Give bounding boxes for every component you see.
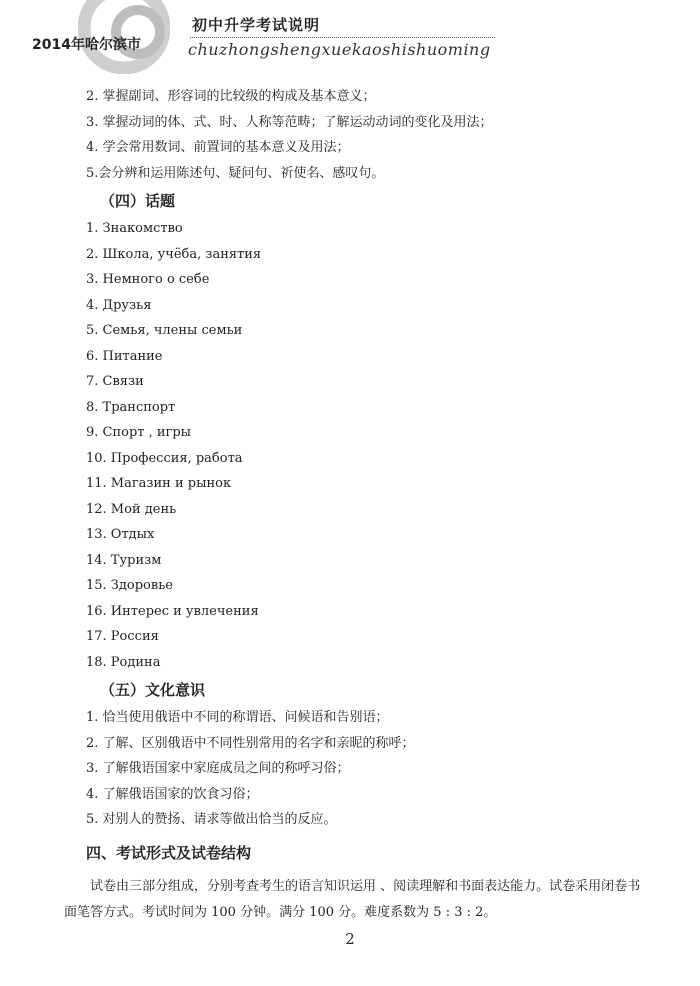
page-header [0,0,700,72]
header-year-city: 2014年哈尔滨市 [32,37,141,53]
list-item: 9. Спорт , игры [86,425,192,440]
exam-structure-heading: 四、考试形式及试卷结构 [86,844,252,862]
header-pinyin: chuzhongshengxuekaoshishuoming [188,40,491,59]
list-item: 2. 掌握副词、形容词的比较级的构成及基本意义； [86,89,376,104]
header-divider [190,37,495,38]
page-content [86,84,646,833]
list-item: 12. Мой день [86,501,177,517]
list-item: 15. Здоровье [86,578,173,593]
list-item: 5. 对别人的赞扬、请求等做出恰当的反应。 [86,812,337,827]
list-item: 18. Родина [86,654,161,670]
list-item: 1. 恰当使用俄语中不同的称谓语、问候语和告别语； [86,710,389,725]
grammar-list [86,84,646,186]
list-item: 8. Транспорт [86,399,176,415]
list-item: 2. 了解、区别俄语中不同性别常用的名字和亲昵的称呼； [86,735,415,751]
list-item: 7. Связи [86,374,144,389]
list-item: 3. Немного о себе [86,272,210,287]
list-item: 4. 了解俄语国家的饮食习俗； [86,786,259,802]
list-item: 5. Семья, члены семьи [86,323,243,338]
list-item: 4. 学会常用数词、前置词的基本意义及用法； [86,140,350,155]
topics-list [86,216,646,675]
list-item: 6. Питание [86,348,163,364]
list-item: 14. Туризм [86,552,162,568]
list-item: 16. Интерес и увлечения [86,603,259,619]
list-item: 2. Школа, учёба, занятия [86,246,262,262]
culture-list [86,705,646,833]
list-item: 3. 了解俄语国家中家庭成员之间的称呼习俗； [86,761,350,776]
list-item: 17. Россия [86,629,159,644]
culture-heading: （五）文化意识 [100,681,206,699]
exam-structure-paragraph: 试卷由三部分组成，分别考查考生的语言知识运用 、阅读理解和书面表达能力。试卷采用闭卷书面笔答方式。考试时间为 100 分钟。满分 100 分。难度系数为 5 : 3 : 2。 [64,879,641,920]
list-item: 1. Знакомство [86,221,183,236]
list-item: 5.会分辨和运用陈述句、疑问句、祈使名、感叹句。 [86,165,385,181]
page-number: 2 [345,930,355,948]
list-item: 3. 掌握动词的体、式、时、人称等范畴；了解运动动词的变化及用法； [86,114,493,130]
list-item: 13. Отдых [86,527,155,542]
list-item: 10. Профессия, работа [86,450,243,466]
header-title: 初中升学考试说明 [192,16,321,34]
list-item: 11. Магазин и рынок [86,476,232,491]
list-item: 4. Друзья [86,297,152,313]
topics-heading: （四）话题 [100,192,176,210]
